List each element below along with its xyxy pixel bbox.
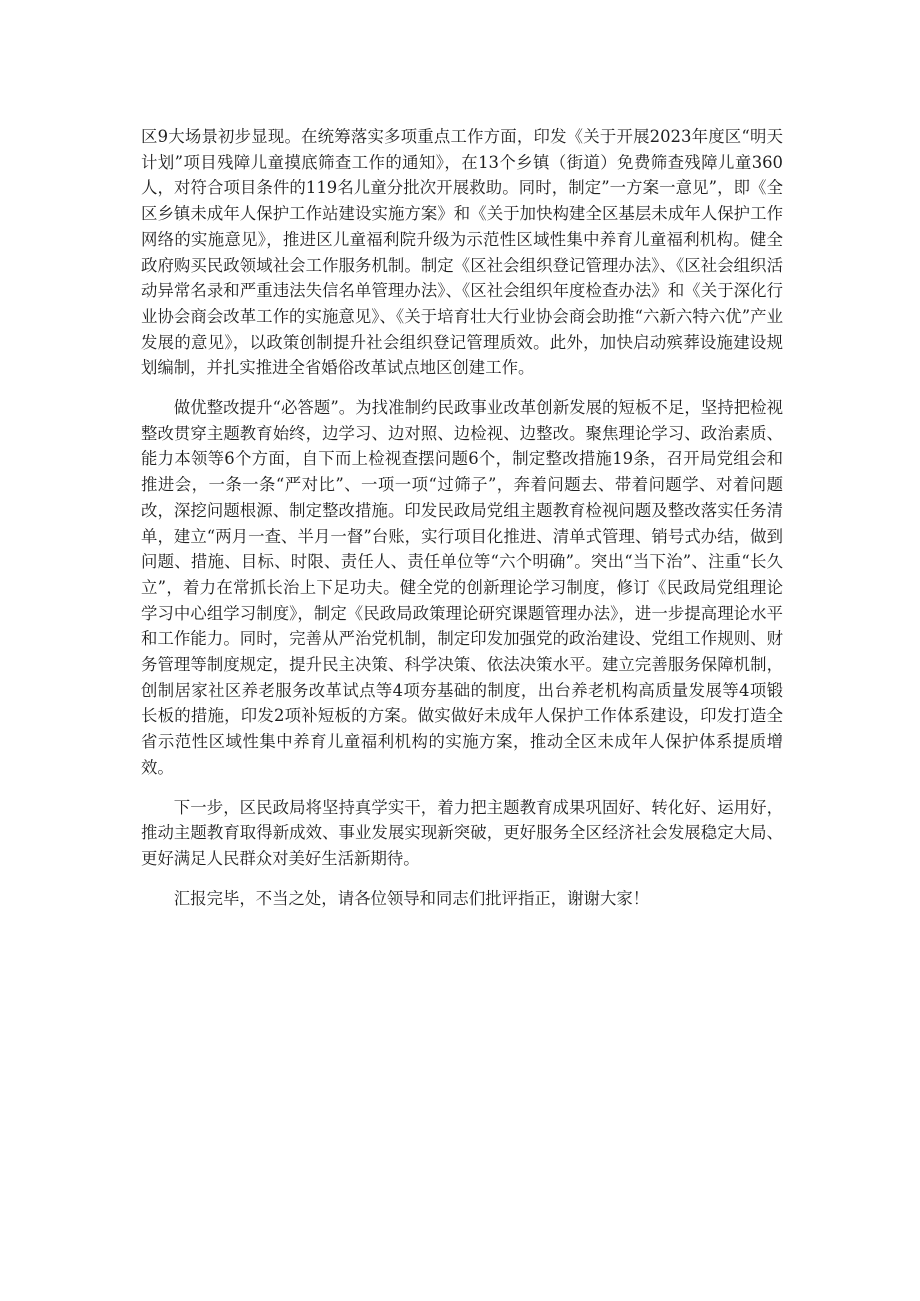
- paragraph-gap: [141, 381, 783, 395]
- paragraph-closing: 汇报完毕，不当之处，请各位领导和同志们批评指正，谢谢大家！: [173, 888, 650, 908]
- paragraph-continuation: 区9大场景初步显现。在统筹落实多项重点工作方面，印发《关于开展2023年度区“明天计划”项目残障儿童摸底筛查工作的通知》，在13个乡镇（街道）免费筛查残障儿童360人，对符合项目条件的119名儿童分批次开展救助。同时，制定”一方案一意见”，即《全区乡镇未成年人保护工作站建设实施方案》和《关于加快构建全区基层未成年人保护工作网络的实施意见》，推进区儿童福利院升级为示范性区域性集中养育儿童福利机构。健全政府购买民政领域社会工作服务机制。制定《区社会组织登记管理办法》、《区社会组织活动异常名录和严重违法失信名单管理办法》、《区社会组织年度检查办法》和《关于深化行业协会商会改革工作的实施意见》、《关于培育壮大行业协会商会助推“六新六特六优”产业发展的意见》，以政策创制提升社会组织登记管理质效。此外，加快启动殡葬设施建设规划编制，并扎实推进全省婚俗改革试点地区创建工作。: [141, 127, 783, 378]
- paragraph-next-step: 下一步，区民政局将坚持真学实干，着力把主题教育成果巩固好、转化好、运用好，推动主题教育取得新成效、事业发展实现新突破，更好服务全区经济社会发展稳定大局、更好满足人民群众对美好生活新期待。: [141, 797, 783, 868]
- paragraph-rectification: 做优整改提升“必答题”。为找准制约民政事业改革创新发展的短板不足，坚持把检视整改贯穿主题教育始终，边学习、边对照、边检视、边整改。聚焦理论学习、政治素质、能力本领等6个方面，自下而上检视查摆问题6个，制定整改措施19条，召开局党组会和推进会，一条一条“严对比”、一项一项“过筛子”，奔着问题去、带着问题学、对着问题改，深挖问题根源、制定整改措施。印发民政局党组主题教育检视问题及整改落实任务清单，建立“两月一查、半月一督”台账，实行项目化推进、清单式管理、销号式办结，做到问题、措施、目标、时限、责任人、责任单位等“六个明确”。突出“当下治”、注重“长久立”，着力在常抓长治上下足功夫。健全党的创新理论学习制度，修订《民政局党组理论学习中心组学习制度》，制定《民政局政策理论研究课题管理办法》，进一步提高理论水平和工作能力。同时，完善从严治党机制，制定印发加强党的政治建设、党组工作规则、财务管理等制度规定，提升民主决策、科学决策、依法决策水平。建立完善服务保障机制，创制居家社区养老服务改革试点等4项夯基础的制度，出台养老机构高质量发展等4项锻长板的措施，印发2项补短板的方案。做实做好未成年人保护工作体系建设，印发打造全省示范性区域性集中养育儿童福利机构的实施方案，推动全区未成年人保护体系提质增效。: [141, 398, 783, 777]
- document-body: [141, 124, 783, 911]
- paragraph-gap: [141, 872, 783, 886]
- paragraph-gap: [141, 781, 783, 795]
